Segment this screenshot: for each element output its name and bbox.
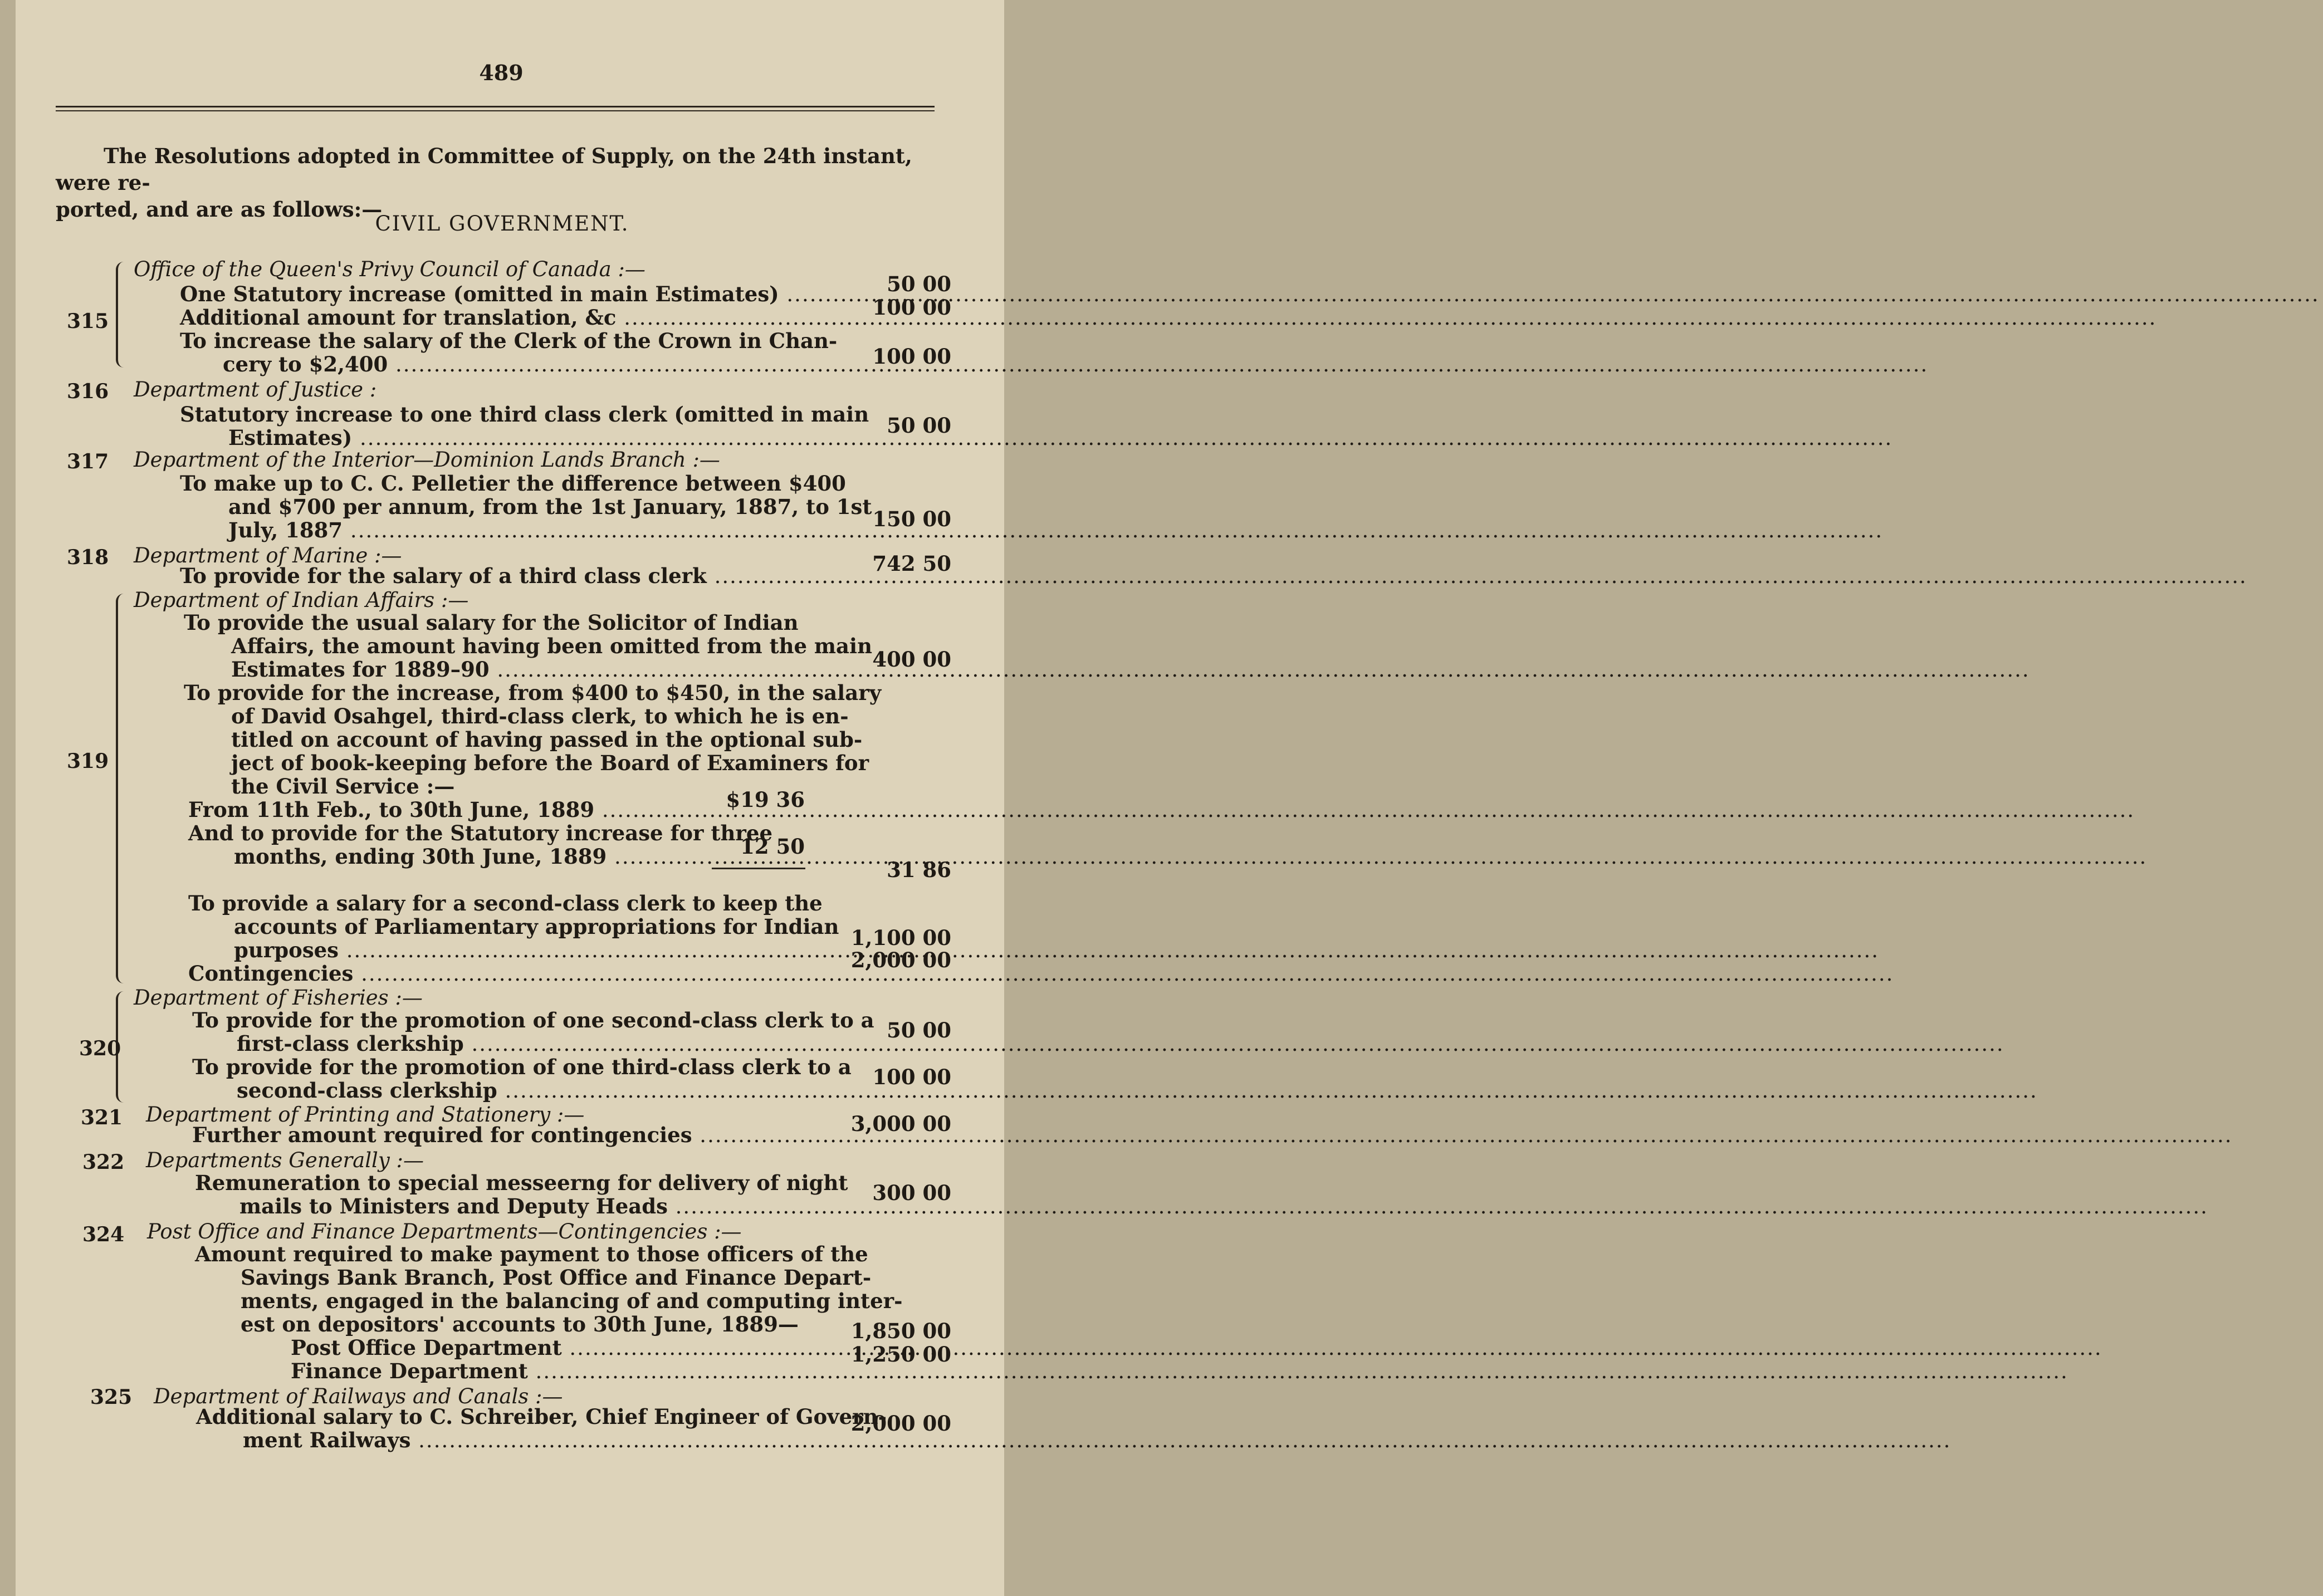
amount: 50 00 bbox=[887, 1018, 951, 1042]
item-line: Affairs, the amount having been omitted from the main bbox=[231, 634, 872, 658]
item-line: To provide for the increase, from $400 to $450, in the salary bbox=[184, 680, 882, 705]
subtotal-amount: 31 86 bbox=[887, 858, 951, 882]
item-line: Post Office Department ..... bbox=[291, 1335, 805, 1360]
item-line: mails to Ministers and Deputy Heads ..... bbox=[239, 1194, 805, 1218]
item-line: Remuneration to special messeerng for delivery of night bbox=[195, 1171, 848, 1195]
item-line: One Statutory increase (omitted in main Estimates) ..... bbox=[180, 282, 805, 306]
amount: 2,000 00 bbox=[850, 1411, 951, 1436]
subtotal-rule bbox=[712, 868, 805, 869]
page-number: 489 bbox=[479, 60, 524, 85]
department-heading: Department of Railways and Canals :— bbox=[154, 1384, 563, 1408]
intro-line-1: The Resolutions adopted in Committee of Supply, on the 24th instant, were re- bbox=[56, 144, 912, 195]
item-line: To provide for the promotion of one third-class clerk to a bbox=[192, 1055, 852, 1079]
item-line: Estimates) ..... bbox=[228, 425, 805, 450]
item-line: ment Railways ..... bbox=[243, 1428, 805, 1452]
item-line: first-class clerkship ..... bbox=[237, 1031, 805, 1056]
department-heading: Post Office and Finance Departments—Contingencies :— bbox=[147, 1220, 742, 1243]
item-line: From 11th Feb., to 30th June, 1889 ..... bbox=[188, 797, 713, 822]
item-line: To provide for the promotion of one second-class clerk to a bbox=[192, 1008, 874, 1032]
item-line: To increase the salary of the Clerk of the Crown in Chan- bbox=[180, 329, 838, 353]
resolution-number: 324 bbox=[82, 1223, 125, 1246]
item-line: purposes ..... bbox=[234, 938, 805, 962]
department-heading: Department of Indian Affairs :— bbox=[134, 588, 469, 612]
item-line: and $700 per annum, from the 1st January, 1887, to 1st bbox=[228, 495, 872, 519]
amount: 742 50 bbox=[872, 551, 951, 576]
document-page bbox=[0, 0, 1004, 1596]
amount: 1,250 00 bbox=[850, 1342, 951, 1367]
item-line: Estimates for 1889–90 ..... bbox=[231, 657, 805, 682]
department-heading: Departments Generally :— bbox=[146, 1148, 424, 1172]
amount: 50 00 bbox=[887, 272, 951, 296]
item-line: Savings Bank Branch, Post Office and Finance Depart- bbox=[241, 1265, 872, 1290]
item-line: cery to $2,400 ..... bbox=[223, 352, 805, 376]
item-line: est on depositors' accounts to 30th June, 1889— bbox=[241, 1312, 799, 1336]
amount: 400 00 bbox=[872, 647, 951, 672]
department-heading: Office of the Queen's Privy Council of Canada :— bbox=[134, 257, 645, 281]
amount: 100 00 bbox=[872, 295, 951, 320]
item-line: second-class clerkship ..... bbox=[237, 1078, 805, 1103]
amount: 100 00 bbox=[872, 1065, 951, 1089]
department-heading: Department of Justice : bbox=[134, 378, 377, 402]
section-title: CIVIL GOVERNMENT. bbox=[375, 212, 629, 236]
resolution-number: 318 bbox=[67, 546, 109, 569]
item-line: To make up to C. C. Pelletier the difference between $400 bbox=[180, 471, 846, 496]
brace-315 bbox=[116, 262, 130, 368]
amount: 3,000 00 bbox=[850, 1112, 951, 1136]
department-heading: Department of the Interior—Dominion Lands Branch :— bbox=[134, 448, 720, 472]
item-line: July, 1887 ..... bbox=[228, 518, 805, 542]
resolution-number: 315 bbox=[67, 310, 109, 333]
header-rule bbox=[56, 106, 935, 107]
item-line: And to provide for the Statutory increase for three bbox=[188, 821, 772, 845]
amount: 1,100 00 bbox=[850, 926, 951, 950]
resolution-number: 316 bbox=[67, 380, 109, 403]
brace-319 bbox=[116, 594, 130, 983]
item-line: ments, engaged in the balancing of and computing inter- bbox=[241, 1289, 903, 1313]
item-line: Statutory increase to one third class clerk (omitted in main bbox=[180, 402, 869, 427]
resolution-number: 322 bbox=[82, 1151, 125, 1174]
item-line: ject of book-keeping before the Board of Examiners for bbox=[231, 751, 869, 775]
resolution-number: 320 bbox=[79, 1037, 121, 1060]
item-line: To provide the usual salary for the Solicitor of Indian bbox=[184, 610, 799, 635]
item-line: of David Osahgel, third-class clerk, to which he is en- bbox=[231, 704, 849, 728]
amount: 1,850 00 bbox=[850, 1319, 951, 1343]
intro-paragraph bbox=[56, 143, 947, 223]
item-line: Contingencies ..... bbox=[188, 961, 805, 986]
item-line: Additional salary to C. Schreiber, Chief Engineer of Govern- bbox=[196, 1404, 887, 1429]
amount: 300 00 bbox=[872, 1181, 951, 1205]
sub-amount: 12 50 bbox=[740, 834, 805, 859]
item-line: Amount required to make payment to those officers of the bbox=[195, 1242, 868, 1266]
item-line: the Civil Service :— bbox=[231, 774, 455, 799]
amount: 50 00 bbox=[887, 413, 951, 438]
header-rule-thin bbox=[56, 110, 935, 111]
department-heading: Department of Printing and Stationery :— bbox=[146, 1103, 585, 1127]
item-line: Further amount required for contingencies ..... bbox=[192, 1123, 805, 1147]
resolution-number: 317 bbox=[67, 450, 109, 473]
resolution-number: 321 bbox=[81, 1106, 123, 1129]
department-heading: Department of Fisheries :— bbox=[134, 986, 423, 1010]
amount: 150 00 bbox=[872, 507, 951, 531]
resolution-number: 325 bbox=[90, 1386, 133, 1409]
page-gutter bbox=[0, 0, 16, 1596]
department-heading: Department of Marine :— bbox=[134, 544, 402, 567]
item-line: accounts of Parliamentary appropriations for Indian bbox=[234, 914, 839, 939]
item-line: Additional amount for translation, &c ..... bbox=[180, 305, 805, 330]
sub-amount: $19 36 bbox=[726, 787, 805, 812]
item-line: titled on account of having passed in the optional sub- bbox=[231, 727, 863, 752]
amount: 100 00 bbox=[872, 344, 951, 369]
resolution-number: 319 bbox=[67, 750, 109, 773]
item-line: To provide a salary for a second-class clerk to keep the bbox=[188, 891, 823, 916]
item-line: To provide for the salary of a third class clerk ..... bbox=[180, 564, 805, 588]
item-line: Finance Department ..... bbox=[291, 1359, 805, 1383]
intro-line-2: ported, and are as follows:— bbox=[56, 197, 383, 222]
amount: 2,000 00 bbox=[850, 948, 951, 972]
item-line: months, ending 30th June, 1889 ..... bbox=[234, 844, 713, 869]
